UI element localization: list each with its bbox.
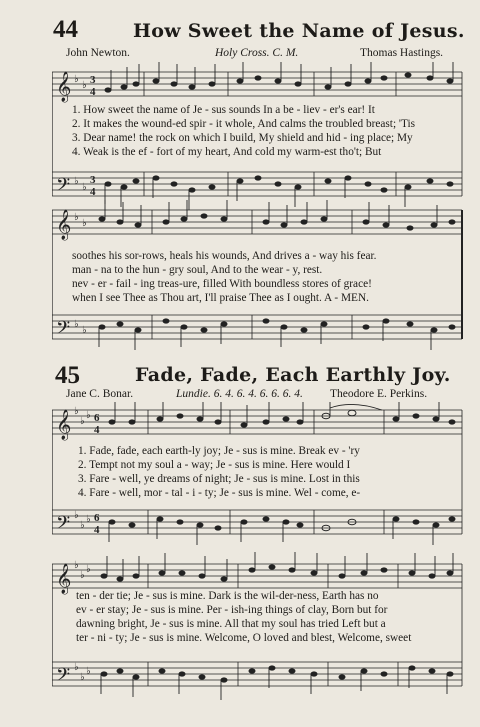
verse-line: ev - er stay; Je - sus is mine. Per - ish-ing things of clay, Born but for [76, 604, 388, 616]
verse-line: 4. Weak is the ef - fort of my heart, And cold my warm-est tho't; But [72, 146, 382, 158]
svg-text:𝄢: 𝄢 [56, 664, 71, 689]
verse-line: soothes his sor-rows, heals his wounds, And drives a - way his fear. [72, 250, 377, 262]
svg-text:𝄢: 𝄢 [56, 317, 71, 342]
svg-text:𝄞: 𝄞 [56, 72, 72, 101]
svg-text:♭: ♭ [86, 666, 91, 677]
verse-line: 2. It makes the wound-ed spir - it whole, And calms the troubled breast; 'Tis [72, 118, 415, 130]
svg-text:♭: ♭ [80, 520, 85, 531]
verse-line: ten - der tie; Je - sus is mine. Dark is the wil-der-ness, Earth has no [76, 590, 379, 602]
svg-text:♭: ♭ [86, 410, 91, 421]
tune-name: Holy Cross. C. M. [215, 47, 299, 59]
svg-text:♭: ♭ [86, 514, 91, 525]
svg-text:♭: ♭ [74, 662, 79, 673]
verse-line: dawning bright, Je - sus is mine. All that my soul has tried Left but a [76, 618, 386, 630]
svg-text:3: 3 [90, 174, 96, 186]
verse-line: 2. Tempt not my soul a - way; Je - sus is mine. Here would I [78, 459, 351, 471]
svg-text:4: 4 [90, 86, 96, 98]
svg-text:♭: ♭ [74, 560, 79, 571]
verse-line: 1. How sweet the name of Je - sus sounds In a be - liev - er's ear! It [72, 104, 375, 116]
svg-text:♭: ♭ [74, 319, 79, 330]
svg-text:𝄢: 𝄢 [56, 174, 71, 199]
composer-credit: Theodore E. Perkins. [330, 388, 428, 400]
svg-text:♭: ♭ [82, 80, 87, 91]
verse-line: 3. Fare - well, ye dreams of night; Je - sus is mine. Lost in this [78, 473, 360, 485]
verse-line: nev - er - fail - ing treas-ure, filled With boundless stores of grace! [72, 278, 372, 290]
svg-text:♭: ♭ [80, 570, 85, 581]
hymn-number: 45 [55, 362, 80, 389]
verse-line: when I see Thee as Thou art, I'll praise Thee as I ought. A - MEN. [72, 292, 369, 304]
svg-text:𝄢: 𝄢 [56, 512, 71, 537]
svg-text:♭: ♭ [86, 564, 91, 575]
svg-text:6: 6 [94, 412, 100, 424]
svg-text:𝄞: 𝄞 [56, 210, 72, 239]
hymn-title: How Sweet the Name of Jesus. [133, 20, 465, 42]
verse-line: 1. Fade, fade, each earth-ly joy; Je - sus is mine. Break ev - 'ry [78, 445, 360, 457]
verse-line: 3. Dear name! the rock on which I build, My shield and hid - ing place; My [72, 132, 413, 144]
svg-text:♭: ♭ [74, 212, 79, 223]
svg-text:6: 6 [94, 512, 100, 524]
svg-text:♭: ♭ [82, 325, 87, 336]
svg-text:♭: ♭ [80, 672, 85, 683]
svg-text:4: 4 [94, 424, 100, 436]
svg-text:♭: ♭ [74, 510, 79, 521]
svg-text:𝄞: 𝄞 [56, 410, 72, 439]
hymn-number: 44 [53, 16, 78, 43]
tune-name: Lundie. 6. 4. 6. 4. 6. 6. 6. 4. [176, 388, 303, 400]
svg-text:♭: ♭ [80, 416, 85, 427]
verse-line: man - na to the hun - gry soul, And to the wear - y, rest. [72, 264, 323, 276]
author-credit: John Newton. [66, 47, 130, 59]
svg-text:♭: ♭ [82, 182, 87, 193]
svg-text:4: 4 [90, 186, 96, 198]
svg-text:𝄞: 𝄞 [56, 564, 72, 593]
svg-text:4: 4 [94, 524, 100, 536]
composer-credit: Thomas Hastings. [360, 47, 444, 59]
verse-line: ter - ni - ty; Je - sus is mine. Welcome, O loved and blest, Welcome, sweet [76, 632, 412, 644]
svg-text:3: 3 [90, 74, 96, 86]
author-credit: Jane C. Bonar. [66, 388, 134, 400]
verse-line: 4. Fare - well, mor - tal - i - ty; Je - sus is mine. Wel - come, e- [78, 487, 361, 499]
svg-text:♭: ♭ [74, 176, 79, 187]
hymn-title: Fade, Fade, Each Earthly Joy. [135, 364, 451, 386]
svg-text:♭: ♭ [82, 218, 87, 229]
svg-text:♭: ♭ [74, 74, 79, 85]
svg-text:♭: ♭ [74, 406, 79, 417]
